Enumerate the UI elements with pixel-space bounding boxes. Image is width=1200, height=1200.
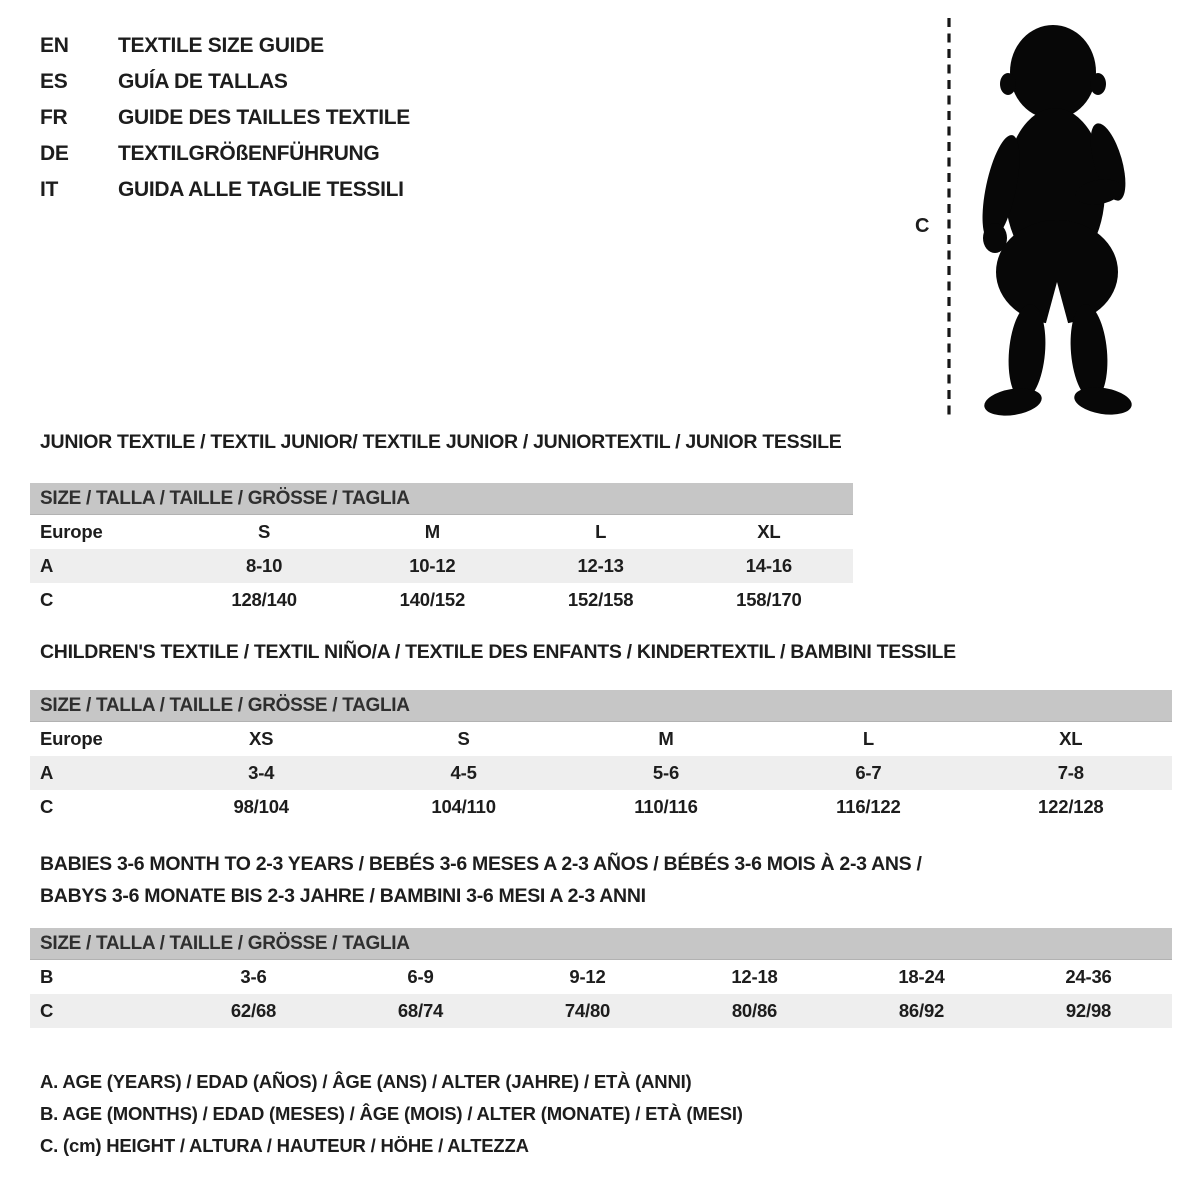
- language-code: ES: [40, 70, 68, 93]
- table-row: [30, 722, 1172, 756]
- table-cell: 12-13: [577, 555, 624, 576]
- table-cell: 104/110: [431, 796, 496, 817]
- table-row: [30, 583, 853, 617]
- row-label: Europe: [40, 521, 103, 542]
- table-cell: S: [258, 521, 271, 542]
- height-measure-figure: [905, 15, 1175, 425]
- language-row: [40, 100, 410, 136]
- table-cell: 68/74: [397, 1000, 444, 1021]
- guide-title: TEXTILE SIZE GUIDE: [118, 34, 324, 57]
- table-cell: 128/140: [231, 589, 297, 610]
- table-cell: 14-16: [745, 555, 793, 576]
- table-cell: M: [424, 521, 440, 542]
- table-cell: 62/68: [230, 1000, 277, 1021]
- guide-title: TEXTILGRÖßENFÜHRUNG: [118, 142, 380, 165]
- section-title-line: CHILDREN'S TEXTILE / TEXTIL NIÑO/A / TEXTILE DES ENFANTS / KINDERTEXTIL / BAMBINI TESSILE: [40, 641, 956, 663]
- section-title-line: JUNIOR TEXTILE / TEXTIL JUNIOR/ TEXTILE JUNIOR / JUNIORTEXTIL / JUNIOR TESSILE: [40, 431, 842, 453]
- dashed-height-line-icon: [947, 18, 951, 420]
- language-code: EN: [40, 34, 69, 57]
- language-code: DE: [40, 142, 69, 165]
- language-row: [40, 136, 410, 172]
- table-cell: 8-10: [246, 555, 283, 576]
- section-title: [40, 430, 853, 454]
- section-title: [40, 848, 1172, 912]
- row-label: C: [40, 796, 54, 817]
- table-cell: 86/92: [898, 1000, 945, 1021]
- footnote-c: C. (cm) HEIGHT / ALTURA / HAUTEUR / HÖHE / ALTEZZA: [40, 1135, 529, 1156]
- table-cell: 98/104: [233, 796, 289, 817]
- section-children-textile: [30, 640, 1172, 824]
- section-title-line: BABIES 3-6 MONTH TO 2-3 YEARS / BEBÉS 3-6 MESES A 2-3 AÑOS / BÉBÉS 3-6 MOIS À 2-3 ANS /: [40, 853, 922, 875]
- table-cell: 122/128: [1038, 796, 1104, 817]
- table-cell: 110/116: [634, 796, 698, 817]
- section-title: [40, 640, 1172, 664]
- table-cell: 3-6: [240, 966, 267, 987]
- table-cell: 158/170: [736, 589, 802, 610]
- table-row: [30, 790, 1172, 824]
- children-size-table: [30, 690, 1172, 824]
- table-cell: 92/98: [1065, 1000, 1112, 1021]
- table-cell: 152/158: [567, 589, 634, 610]
- table-cell: L: [862, 728, 874, 749]
- table-cell: 3-4: [248, 762, 275, 783]
- table-cell: XS: [249, 728, 274, 749]
- table-cell: 9-12: [569, 966, 606, 987]
- table-cell: 18-24: [898, 966, 945, 987]
- junior-size-table: [30, 483, 853, 617]
- guide-title: GUIDE DES TAILLES TEXTILE: [118, 106, 410, 129]
- table-cell: M: [658, 728, 674, 749]
- row-label: B: [40, 966, 54, 987]
- table-row: [30, 994, 1172, 1028]
- language-title-list: [40, 28, 410, 208]
- table-cell: 6-9: [407, 966, 434, 987]
- table-cell: 6-7: [855, 762, 882, 783]
- toddler-silhouette-icon: [965, 20, 1140, 420]
- row-label: C: [40, 1000, 54, 1021]
- table-cell: 7-8: [1057, 762, 1084, 783]
- table-row: [30, 515, 853, 549]
- table-cell: S: [457, 728, 470, 749]
- language-row: [40, 28, 410, 64]
- table-cell: L: [595, 521, 607, 542]
- size-header-band: SIZE / TALLA / TAILLE / GRÖSSE / TAGLIA: [30, 483, 853, 515]
- table-cell: XL: [1059, 728, 1083, 749]
- table-cell: 140/152: [399, 589, 466, 610]
- size-header-band: SIZE / TALLA / TAILLE / GRÖSSE / TAGLIA: [30, 928, 1172, 960]
- height-c-label: C: [915, 215, 930, 237]
- footnote-b: B. AGE (MONTHS) / EDAD (MESES) / ÂGE (MOIS) / ALTER (MONATE) / ETÀ (MESI): [40, 1103, 743, 1124]
- section-babies-textile: [30, 848, 1172, 1028]
- table-cell: 116/122: [836, 796, 901, 817]
- language-code: IT: [40, 178, 59, 201]
- table-cell: 24-36: [1065, 966, 1112, 987]
- size-header-band: SIZE / TALLA / TAILLE / GRÖSSE / TAGLIA: [30, 690, 1172, 722]
- table-cell: XL: [757, 521, 781, 542]
- guide-title: GUÍA DE TALLAS: [118, 70, 288, 93]
- footnote-a: A. AGE (YEARS) / EDAD (AÑOS) / ÂGE (ANS) / ALTER (JAHRE) / ETÀ (ANNI): [40, 1071, 692, 1092]
- table-cell: 74/80: [564, 1000, 611, 1021]
- section-junior-textile: [30, 430, 853, 617]
- language-row: [40, 64, 410, 100]
- table-cell: 80/86: [731, 1000, 778, 1021]
- table-cell: 10-12: [409, 555, 456, 576]
- table-row: [30, 549, 853, 583]
- table-cell: 4-5: [450, 762, 477, 783]
- section-title-line: BABYS 3-6 MONATE BIS 2-3 JAHRE / BAMBINI 3-6 MESI A 2-3 ANNI: [40, 885, 646, 907]
- row-label: A: [40, 762, 54, 783]
- row-label: Europe: [40, 728, 103, 749]
- guide-title: GUIDA ALLE TAGLIE TESSILI: [118, 178, 404, 201]
- table-row: [30, 960, 1172, 994]
- legend-notes: [40, 1066, 743, 1162]
- row-label: C: [40, 589, 54, 610]
- table-cell: 5-6: [652, 762, 680, 783]
- table-cell: 12-18: [731, 966, 778, 987]
- babies-size-table: [30, 928, 1172, 1028]
- language-code: FR: [40, 106, 68, 129]
- language-row: [40, 172, 410, 208]
- table-row: [30, 756, 1172, 790]
- row-label: A: [40, 555, 54, 576]
